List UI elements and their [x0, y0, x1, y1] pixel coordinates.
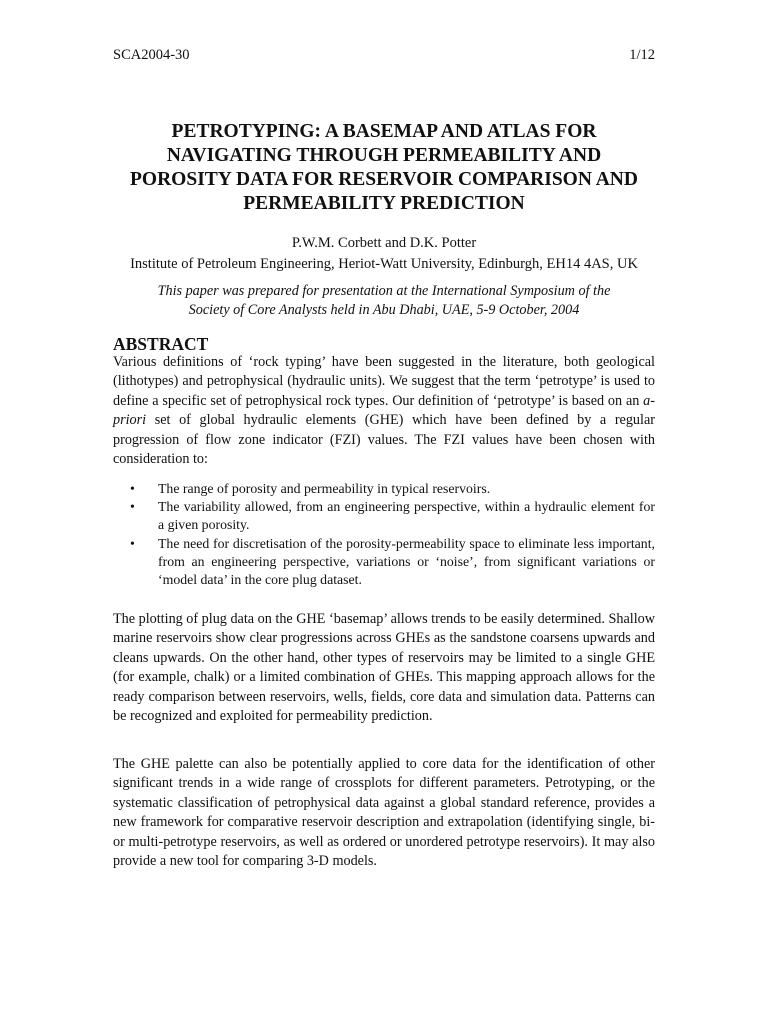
abstract-paragraph-1 [113, 353, 655, 469]
abstract-paragraph-3: The GHE palette can also be potentially applied to core data for the identification of other significant trends in a wide range of crossplots for different parameters. Petrotyping, or the systematic classification of petrophysical data against a global standard reference, provides a new framework for comparative reservoir description and extrapolation (identifying single, bi- or multi-petrotype reservoirs, as well as ordered or unordered petrotype reservoirs). It may also provide a new tool for comparing 3-D models. [113, 756, 655, 870]
note-line: This paper was prepared for presentation at the International Symposium of the [157, 283, 611, 299]
bullet-icon: • [130, 481, 135, 496]
paper-title [100, 120, 668, 216]
list-item-text: The variability allowed, from an engineering perspective, within a hydraulic element for a given porosity. [158, 499, 655, 533]
title-line: POROSITY DATA FOR RESERVOIR COMPARISON AND [130, 169, 638, 190]
title-line: PERMEABILITY PREDICTION [243, 193, 525, 214]
institution: Institute of Petroleum Engineering, Heriot-Watt University, Edinburgh, EH14 4AS, UK [130, 256, 638, 272]
authors: P.W.M. Corbett and D.K. Potter [291, 235, 477, 251]
p1-text-b: set of global hydraulic elements (GHE) which have been defined by a regular progression of flow zone indicator (FZI) values. The FZI values have been chosen with consideration to: [113, 412, 655, 468]
list-item [113, 535, 655, 590]
title-line: NAVIGATING THROUGH PERMEABILITY AND [166, 145, 602, 166]
paper-id: SCA2004-30 [113, 47, 190, 63]
list-item-text: The need for discretisation of the porosity-permeability space to eliminate less important, from an engineering perspective, variations or ‘noise’, from significant variations or ‘model data’ in the core plug dataset. [158, 535, 655, 588]
abstract-heading: ABSTRACT [113, 334, 209, 354]
list-item-text: The range of porosity and permeability in typical reservoirs. [158, 481, 491, 496]
abstract-paragraph-2: The plotting of plug data on the GHE ‘basemap’ allows trends to be easily determined. Shallow marine reservoirs show clear progressions across GHEs as the sandstone coarsens upwards and cleans upwards. On the other hand, other types of reservoirs may be limited to a single GHE (for example, chalk) or a limited combination of GHEs. This mapping approach allows for the ready comparison between reservoirs, wells, fields, core data and simulation data. Patterns can be recognized and exploited for permeability prediction. [113, 611, 655, 725]
presentation-note [100, 282, 668, 320]
note-line: Society of Core Analysts held in Abu Dhabi, UAE, 5-9 October, 2004 [188, 302, 580, 318]
p1-emphasis: a-priori [113, 392, 655, 429]
consideration-list [113, 480, 655, 589]
p1-text-a: Various definitions of ‘rock typing’ have been suggested in the literature, both geological (lithotypes) and petrophysical (hydraulic units). We suggest that the term ‘petrotype’ is used to define a specific set of petrophysical rock types. Our definition of ‘petrotype’ is based on an [113, 354, 655, 409]
bullet-icon: • [130, 499, 135, 515]
title-line: PETROTYPING: A BASEMAP AND ATLAS FOR [171, 121, 597, 142]
list-item [113, 480, 655, 498]
list-item [113, 498, 655, 534]
page-number: 1/12 [629, 47, 655, 63]
bullet-icon: • [130, 535, 135, 551]
